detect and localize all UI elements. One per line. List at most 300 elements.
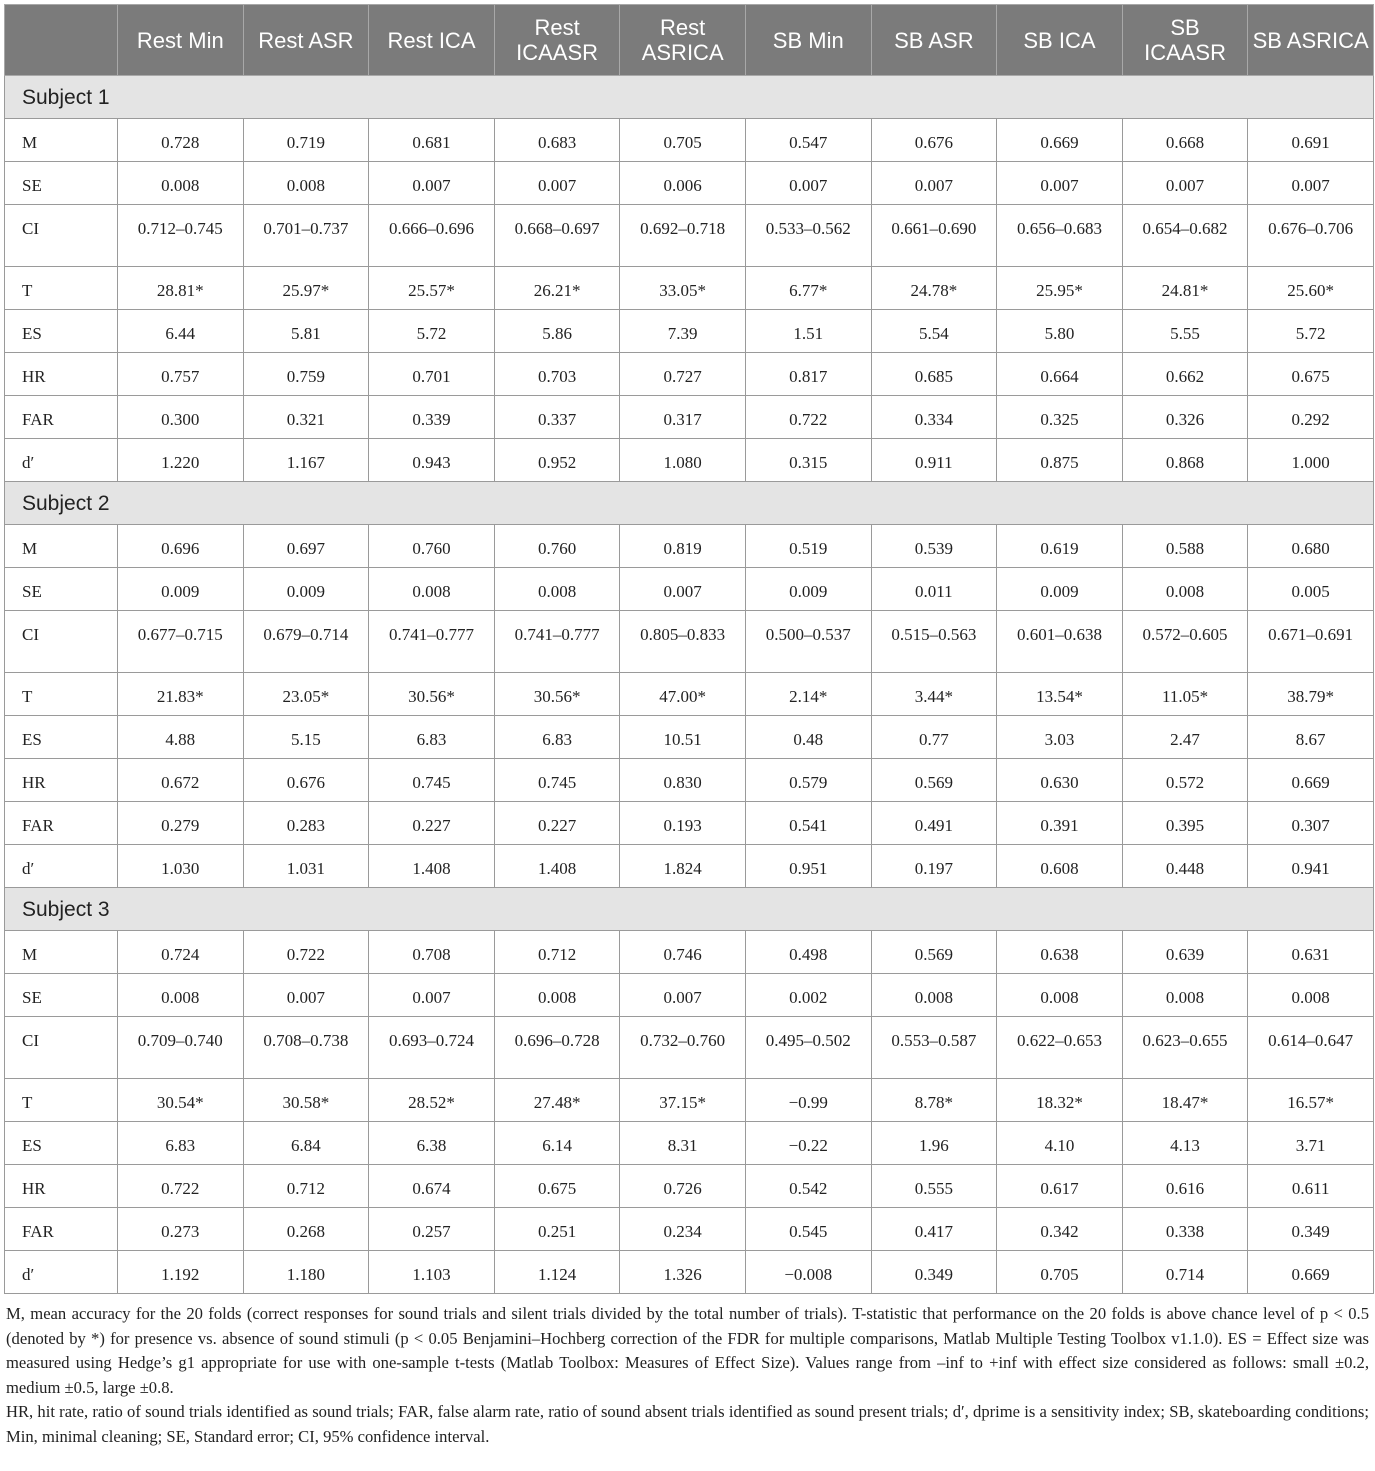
table-cell: 5.86 xyxy=(494,310,620,353)
table-cell: 0.951 xyxy=(745,845,871,888)
table-cell: 25.97* xyxy=(243,267,369,310)
table-cell: 8.78* xyxy=(871,1079,997,1122)
table-cell: 5.72 xyxy=(1248,310,1374,353)
table-cell: 0.617 xyxy=(997,1165,1123,1208)
table-cell: 1.824 xyxy=(620,845,746,888)
column-header: Rest ICAASR xyxy=(494,5,620,76)
table-cell: 0.008 xyxy=(997,974,1123,1017)
table-row xyxy=(5,310,1374,353)
table-cell: 1.51 xyxy=(745,310,871,353)
table-cell: 8.67 xyxy=(1248,716,1374,759)
table-cell: 0.008 xyxy=(1248,974,1374,1017)
table-cell: 0.941 xyxy=(1248,845,1374,888)
table-cell: 0.542 xyxy=(745,1165,871,1208)
table-cell: 25.95* xyxy=(997,267,1123,310)
table-cell: 1.030 xyxy=(118,845,244,888)
row-label: CI xyxy=(5,611,118,673)
table-cell: 0.722 xyxy=(243,931,369,974)
table-cell: 0.709–0.740 xyxy=(118,1017,244,1079)
table-row xyxy=(5,611,1374,673)
table-cell: 0.668 xyxy=(1122,119,1248,162)
table-cell: 0.279 xyxy=(118,802,244,845)
table-cell: −0.99 xyxy=(745,1079,871,1122)
table-cell: 1.103 xyxy=(369,1251,495,1294)
row-label: T xyxy=(5,267,118,310)
table-cell: 0.693–0.724 xyxy=(369,1017,495,1079)
table-cell: 13.54* xyxy=(997,673,1123,716)
table-cell: 0.227 xyxy=(369,802,495,845)
subject-title: Subject 1 xyxy=(5,76,1374,119)
table-cell: 0.007 xyxy=(494,162,620,205)
table-cell: 0.952 xyxy=(494,439,620,482)
table-cell: 0.002 xyxy=(745,974,871,1017)
table-cell: 5.15 xyxy=(243,716,369,759)
table-cell: 0.500–0.537 xyxy=(745,611,871,673)
table-cell: 0.349 xyxy=(1248,1208,1374,1251)
table-cell: 0.672 xyxy=(118,759,244,802)
column-header: SB ICA xyxy=(997,5,1123,76)
table-cell: 0.712 xyxy=(494,931,620,974)
table-cell: 0.746 xyxy=(620,931,746,974)
table-row xyxy=(5,1079,1374,1122)
table-cell: 0.638 xyxy=(997,931,1123,974)
table-cell: 1.000 xyxy=(1248,439,1374,482)
table-cell: 0.943 xyxy=(369,439,495,482)
table-cell: 0.722 xyxy=(118,1165,244,1208)
table-cell: 0.007 xyxy=(1122,162,1248,205)
row-label: SE xyxy=(5,974,118,1017)
table-cell: 0.666–0.696 xyxy=(369,205,495,267)
row-label: FAR xyxy=(5,802,118,845)
column-header: Rest ASR xyxy=(243,5,369,76)
table-cell: 0.007 xyxy=(369,974,495,1017)
row-label: SE xyxy=(5,568,118,611)
table-cell: 0.685 xyxy=(871,353,997,396)
table-cell: 0.48 xyxy=(745,716,871,759)
table-cell: 1.96 xyxy=(871,1122,997,1165)
table-cell: 0.007 xyxy=(871,162,997,205)
table-cell: 0.317 xyxy=(620,396,746,439)
table-cell: 0.601–0.638 xyxy=(997,611,1123,673)
table-cell: 0.679–0.714 xyxy=(243,611,369,673)
table-cell: 0.541 xyxy=(745,802,871,845)
table-cell: 0.656–0.683 xyxy=(997,205,1123,267)
table-cell: 0.616 xyxy=(1122,1165,1248,1208)
table-cell: 1.192 xyxy=(118,1251,244,1294)
table-cell: 28.52* xyxy=(369,1079,495,1122)
table-cell: 0.714 xyxy=(1122,1251,1248,1294)
table-cell: 0.315 xyxy=(745,439,871,482)
table-cell: 0.722 xyxy=(745,396,871,439)
table-cell: 0.674 xyxy=(369,1165,495,1208)
table-cell: 0.830 xyxy=(620,759,746,802)
table-row xyxy=(5,568,1374,611)
table-cell: 0.349 xyxy=(871,1251,997,1294)
table-cell: 0.712–0.745 xyxy=(118,205,244,267)
table-cell: 0.326 xyxy=(1122,396,1248,439)
column-header: Rest ICA xyxy=(369,5,495,76)
table-cell: 0.705 xyxy=(620,119,746,162)
table-cell: 0.691 xyxy=(1248,119,1374,162)
table-cell: 0.875 xyxy=(997,439,1123,482)
table-cell: −0.22 xyxy=(745,1122,871,1165)
table-cell: 0.009 xyxy=(997,568,1123,611)
table-row xyxy=(5,673,1374,716)
table-cell: 0.495–0.502 xyxy=(745,1017,871,1079)
subject-section-row xyxy=(5,888,1374,931)
table-cell: 0.664 xyxy=(997,353,1123,396)
table-cell: 0.008 xyxy=(118,974,244,1017)
table-cell: 0.676 xyxy=(871,119,997,162)
table-cell: 0.005 xyxy=(1248,568,1374,611)
results-table xyxy=(4,4,1374,1294)
table-cell: 0.227 xyxy=(494,802,620,845)
row-label: CI xyxy=(5,205,118,267)
table-cell: 3.03 xyxy=(997,716,1123,759)
row-label: FAR xyxy=(5,396,118,439)
table-cell: 38.79* xyxy=(1248,673,1374,716)
row-label: HR xyxy=(5,759,118,802)
row-label: M xyxy=(5,525,118,568)
table-cell: 0.234 xyxy=(620,1208,746,1251)
table-cell: 0.668–0.697 xyxy=(494,205,620,267)
table-cell: 16.57* xyxy=(1248,1079,1374,1122)
row-label: ES xyxy=(5,716,118,759)
table-cell: 0.325 xyxy=(997,396,1123,439)
table-cell: 0.681 xyxy=(369,119,495,162)
table-cell: 0.675 xyxy=(494,1165,620,1208)
table-row xyxy=(5,353,1374,396)
table-cell: 25.60* xyxy=(1248,267,1374,310)
table-cell: 0.639 xyxy=(1122,931,1248,974)
table-cell: 0.007 xyxy=(1248,162,1374,205)
table-cell: 0.669 xyxy=(997,119,1123,162)
table-cell: 1.167 xyxy=(243,439,369,482)
row-label: HR xyxy=(5,353,118,396)
table-cell: 33.05* xyxy=(620,267,746,310)
table-cell: 4.10 xyxy=(997,1122,1123,1165)
table-cell: 1.220 xyxy=(118,439,244,482)
table-cell: 37.15* xyxy=(620,1079,746,1122)
column-header: SB ASR xyxy=(871,5,997,76)
table-cell: 0.703 xyxy=(494,353,620,396)
table-cell: 3.44* xyxy=(871,673,997,716)
table-cell: 0.675 xyxy=(1248,353,1374,396)
table-cell: 0.669 xyxy=(1248,1251,1374,1294)
table-cell: 0.759 xyxy=(243,353,369,396)
footnote-1: M, mean accuracy for the 20 folds (correct responses for sound trials and silent trials divided by the total number of trials). T-statistic that performance on the 20 folds is above chance level of p < 0.5 (denoted by *) for presence vs. absence of sound stimuli (p < 0.05 Benjamini–Hochberg correction of the FDR for multiple comparisons, Matlab Multiple Testing Toolbox v1.1.0). ES = Effect size was measured using Hedge’s g1 appropriate for use with one-sample t-tests (Matlab Toolbox: Measures of Effect Size). Values range from –inf to +inf with effect size considered as follows: small ±0.2, medium ±0.5, large ±0.8. xyxy=(6,1304,1369,1397)
table-cell: 21.83* xyxy=(118,673,244,716)
table-cell: 1.408 xyxy=(494,845,620,888)
table-row xyxy=(5,1208,1374,1251)
table-cell: 5.81 xyxy=(243,310,369,353)
table-cell: 0.662 xyxy=(1122,353,1248,396)
table-cell: 5.72 xyxy=(369,310,495,353)
table-cell: 0.292 xyxy=(1248,396,1374,439)
table-cell: 0.622–0.653 xyxy=(997,1017,1123,1079)
table-cell: 18.32* xyxy=(997,1079,1123,1122)
row-label: d′ xyxy=(5,845,118,888)
table-cell: 0.342 xyxy=(997,1208,1123,1251)
table-row xyxy=(5,974,1374,1017)
table-cell: 0.448 xyxy=(1122,845,1248,888)
table-cell: 0.654–0.682 xyxy=(1122,205,1248,267)
table-cell: 0.819 xyxy=(620,525,746,568)
table-cell: 0.572–0.605 xyxy=(1122,611,1248,673)
column-header: Rest Min xyxy=(118,5,244,76)
table-cell: 0.515–0.563 xyxy=(871,611,997,673)
table-cell: 0.708–0.738 xyxy=(243,1017,369,1079)
table-cell: 0.197 xyxy=(871,845,997,888)
table-cell: 0.417 xyxy=(871,1208,997,1251)
table-cell: 0.579 xyxy=(745,759,871,802)
table-cell: 0.760 xyxy=(369,525,495,568)
table-cell: 4.88 xyxy=(118,716,244,759)
table-cell: 4.13 xyxy=(1122,1122,1248,1165)
table-cell: 0.334 xyxy=(871,396,997,439)
table-row xyxy=(5,802,1374,845)
table-cell: 0.805–0.833 xyxy=(620,611,746,673)
table-cell: 6.44 xyxy=(118,310,244,353)
table-cell: 0.728 xyxy=(118,119,244,162)
table-cell: 0.283 xyxy=(243,802,369,845)
row-label: HR xyxy=(5,1165,118,1208)
table-row xyxy=(5,716,1374,759)
table-cell: 0.677–0.715 xyxy=(118,611,244,673)
table-cell: 0.391 xyxy=(997,802,1123,845)
table-cell: 0.696–0.728 xyxy=(494,1017,620,1079)
subject-section-row xyxy=(5,482,1374,525)
table-cell: 0.008 xyxy=(118,162,244,205)
row-label: ES xyxy=(5,1122,118,1165)
table-cell: 0.692–0.718 xyxy=(620,205,746,267)
row-label: M xyxy=(5,119,118,162)
table-cell: 0.683 xyxy=(494,119,620,162)
table-body xyxy=(5,76,1374,1294)
table-cell: 0.300 xyxy=(118,396,244,439)
table-cell: 0.701 xyxy=(369,353,495,396)
table-cell: 0.732–0.760 xyxy=(620,1017,746,1079)
table-cell: 5.80 xyxy=(997,310,1123,353)
table-cell: 30.54* xyxy=(118,1079,244,1122)
row-label: SE xyxy=(5,162,118,205)
table-row xyxy=(5,1165,1374,1208)
table-row xyxy=(5,205,1374,267)
header-row xyxy=(5,5,1374,76)
table-cell: 6.83 xyxy=(118,1122,244,1165)
table-cell: 0.533–0.562 xyxy=(745,205,871,267)
row-label: d′ xyxy=(5,439,118,482)
row-label: M xyxy=(5,931,118,974)
table-cell: 0.555 xyxy=(871,1165,997,1208)
table-row xyxy=(5,525,1374,568)
table-cell: 0.008 xyxy=(1122,974,1248,1017)
table-cell: 0.321 xyxy=(243,396,369,439)
subject-section-row xyxy=(5,76,1374,119)
table-cell: 0.868 xyxy=(1122,439,1248,482)
table-cell: −0.008 xyxy=(745,1251,871,1294)
table-cell: 6.83 xyxy=(494,716,620,759)
table-cell: 6.84 xyxy=(243,1122,369,1165)
table-cell: 0.588 xyxy=(1122,525,1248,568)
table-cell: 0.553–0.587 xyxy=(871,1017,997,1079)
subject-title: Subject 3 xyxy=(5,888,1374,931)
table-cell: 0.611 xyxy=(1248,1165,1374,1208)
table-cell: 0.009 xyxy=(243,568,369,611)
table-cell: 47.00* xyxy=(620,673,746,716)
table-cell: 0.724 xyxy=(118,931,244,974)
table-cell: 0.491 xyxy=(871,802,997,845)
table-cell: 0.757 xyxy=(118,353,244,396)
table-cell: 27.48* xyxy=(494,1079,620,1122)
table-cell: 0.671–0.691 xyxy=(1248,611,1374,673)
table-cell: 0.193 xyxy=(620,802,746,845)
table-cell: 0.680 xyxy=(1248,525,1374,568)
table-row xyxy=(5,162,1374,205)
table-cell: 8.31 xyxy=(620,1122,746,1165)
table-cell: 1.326 xyxy=(620,1251,746,1294)
column-header: SB Min xyxy=(745,5,871,76)
table-cell: 6.77* xyxy=(745,267,871,310)
table-cell: 0.745 xyxy=(494,759,620,802)
table-row xyxy=(5,845,1374,888)
table-cell: 0.669 xyxy=(1248,759,1374,802)
column-header: SB ICAASR xyxy=(1122,5,1248,76)
row-label: CI xyxy=(5,1017,118,1079)
table-row xyxy=(5,1017,1374,1079)
table-cell: 0.519 xyxy=(745,525,871,568)
table-cell: 0.608 xyxy=(997,845,1123,888)
table-cell: 5.55 xyxy=(1122,310,1248,353)
table-cell: 0.339 xyxy=(369,396,495,439)
table-cell: 10.51 xyxy=(620,716,746,759)
table-cell: 30.58* xyxy=(243,1079,369,1122)
column-header: Rest ASRICA xyxy=(620,5,746,76)
table-cell: 0.661–0.690 xyxy=(871,205,997,267)
table-cell: 5.54 xyxy=(871,310,997,353)
table-cell: 0.623–0.655 xyxy=(1122,1017,1248,1079)
table-cell: 0.697 xyxy=(243,525,369,568)
table-cell: 0.719 xyxy=(243,119,369,162)
table-cell: 0.726 xyxy=(620,1165,746,1208)
table-cell: 0.817 xyxy=(745,353,871,396)
table-cell: 0.007 xyxy=(620,974,746,1017)
table-cell: 6.14 xyxy=(494,1122,620,1165)
table-cell: 28.81* xyxy=(118,267,244,310)
table-row xyxy=(5,119,1374,162)
subject-title: Subject 2 xyxy=(5,482,1374,525)
table-cell: 30.56* xyxy=(494,673,620,716)
footnote-2: HR, hit rate, ratio of sound trials identified as sound trials; FAR, false alarm rate, ratio of sound absent trials identified as sound present trials; d′, dprime is a sensitivity index; SB, skateboarding conditions; Min, minimal cleaning; SE, Standard error; CI, 95% confidence interval. xyxy=(6,1402,1369,1446)
table-cell: 0.337 xyxy=(494,396,620,439)
table-cell: 3.71 xyxy=(1248,1122,1374,1165)
table-cell: 0.006 xyxy=(620,162,746,205)
table-cell: 0.547 xyxy=(745,119,871,162)
table-cell: 0.539 xyxy=(871,525,997,568)
table-cell: 11.05* xyxy=(1122,673,1248,716)
table-cell: 0.007 xyxy=(243,974,369,1017)
table-cell: 0.712 xyxy=(243,1165,369,1208)
table-row xyxy=(5,1122,1374,1165)
table-cell: 0.696 xyxy=(118,525,244,568)
table-cell: 0.760 xyxy=(494,525,620,568)
row-label: d′ xyxy=(5,1251,118,1294)
table-cell: 0.007 xyxy=(745,162,871,205)
table-cell: 0.273 xyxy=(118,1208,244,1251)
table-cell: 0.007 xyxy=(620,568,746,611)
table-row xyxy=(5,931,1374,974)
table-cell: 0.77 xyxy=(871,716,997,759)
table-cell: 2.47 xyxy=(1122,716,1248,759)
table-cell: 1.124 xyxy=(494,1251,620,1294)
table-footnotes xyxy=(6,1302,1369,1449)
table-cell: 0.268 xyxy=(243,1208,369,1251)
table-cell: 0.676–0.706 xyxy=(1248,205,1374,267)
table-cell: 6.38 xyxy=(369,1122,495,1165)
table-cell: 0.569 xyxy=(871,931,997,974)
table-cell: 1.080 xyxy=(620,439,746,482)
table-cell: 1.408 xyxy=(369,845,495,888)
table-cell: 0.007 xyxy=(997,162,1123,205)
table-cell: 0.708 xyxy=(369,931,495,974)
row-label: T xyxy=(5,1079,118,1122)
table-cell: 0.338 xyxy=(1122,1208,1248,1251)
table-cell: 0.008 xyxy=(369,568,495,611)
table-cell: 0.307 xyxy=(1248,802,1374,845)
table-cell: 0.545 xyxy=(745,1208,871,1251)
table-cell: 0.008 xyxy=(871,974,997,1017)
table-cell: 0.741–0.777 xyxy=(369,611,495,673)
table-cell: 0.619 xyxy=(997,525,1123,568)
table-cell: 0.008 xyxy=(494,568,620,611)
table-cell: 0.727 xyxy=(620,353,746,396)
table-cell: 1.031 xyxy=(243,845,369,888)
row-label: T xyxy=(5,673,118,716)
table-row xyxy=(5,439,1374,482)
table-cell: 0.395 xyxy=(1122,802,1248,845)
table-cell: 0.614–0.647 xyxy=(1248,1017,1374,1079)
table-cell: 0.009 xyxy=(118,568,244,611)
table-cell: 0.631 xyxy=(1248,931,1374,974)
table-cell: 23.05* xyxy=(243,673,369,716)
table-cell: 0.257 xyxy=(369,1208,495,1251)
table-cell: 25.57* xyxy=(369,267,495,310)
table-cell: 0.009 xyxy=(745,568,871,611)
table-cell: 0.741–0.777 xyxy=(494,611,620,673)
table-cell: 0.572 xyxy=(1122,759,1248,802)
table-cell: 0.911 xyxy=(871,439,997,482)
table-cell: 7.39 xyxy=(620,310,746,353)
table-cell: 0.011 xyxy=(871,568,997,611)
table-cell: 0.008 xyxy=(494,974,620,1017)
table-cell: 0.569 xyxy=(871,759,997,802)
table-cell: 0.745 xyxy=(369,759,495,802)
table-cell: 0.630 xyxy=(997,759,1123,802)
table-cell: 26.21* xyxy=(494,267,620,310)
table-cell: 18.47* xyxy=(1122,1079,1248,1122)
table-cell: 6.83 xyxy=(369,716,495,759)
table-cell: 0.701–0.737 xyxy=(243,205,369,267)
row-label: FAR xyxy=(5,1208,118,1251)
table-cell: 0.676 xyxy=(243,759,369,802)
table-row xyxy=(5,267,1374,310)
table-cell: 2.14* xyxy=(745,673,871,716)
table-cell: 0.705 xyxy=(997,1251,1123,1294)
table-row xyxy=(5,1251,1374,1294)
header-corner-cell xyxy=(5,5,118,76)
row-label: ES xyxy=(5,310,118,353)
table-cell: 0.251 xyxy=(494,1208,620,1251)
